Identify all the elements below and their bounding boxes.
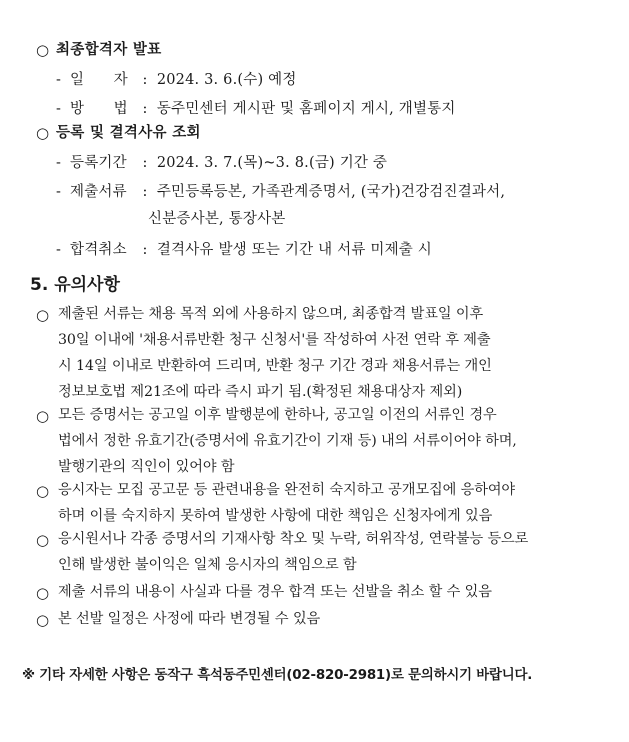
date-label: 일 자 xyxy=(70,72,128,88)
note-line: 모든 증명서는 공고일 이후 발행분에 한하나, 공고일 이전의 서류인 경우 xyxy=(58,407,497,423)
section-title: 5. 유의사항 xyxy=(30,275,120,295)
cancel-label: 합격취소 xyxy=(70,242,127,258)
colon: : xyxy=(142,242,148,258)
announcement-method-row xyxy=(70,99,456,119)
note-item xyxy=(58,301,492,405)
registration-cancel-row xyxy=(70,240,432,260)
bullet-circle: ○ xyxy=(36,41,50,59)
note-line: 발행기관의 직인이 있어야 함 xyxy=(58,459,235,475)
colon: : xyxy=(142,101,148,117)
date-value: 2024. 3. 6.(수) 예정 xyxy=(156,72,297,88)
colon: : xyxy=(142,184,148,200)
bullet-circle: ○ xyxy=(36,407,50,425)
colon: : xyxy=(142,72,148,88)
note-item xyxy=(58,477,515,529)
registration-period-row xyxy=(70,153,387,173)
bullet-circle: ○ xyxy=(36,584,50,602)
dash-marker: - xyxy=(56,184,61,200)
note-item xyxy=(58,606,320,632)
method-label: 방 법 xyxy=(70,101,128,117)
announcement-heading: 최종합격자 발표 xyxy=(56,42,162,58)
dash-marker: - xyxy=(56,242,61,258)
dash-marker: - xyxy=(56,155,61,171)
bullet-circle: ○ xyxy=(36,531,50,549)
bullet-circle: ○ xyxy=(36,611,50,629)
note-item xyxy=(58,579,492,605)
note-line: 본 선발 일정은 사정에 따라 변경될 수 있음 xyxy=(58,611,321,627)
note-line: 인해 발생한 불이익은 일체 응시자의 책임으로 함 xyxy=(58,557,357,573)
dash-marker: - xyxy=(56,101,61,117)
period-value: 2024. 3. 7.(목)~3. 8.(금) 기간 중 xyxy=(156,155,388,171)
dash-marker: - xyxy=(56,72,61,88)
registration-heading: 등록 및 결격사유 조회 xyxy=(56,125,201,141)
note-item xyxy=(58,526,528,578)
contact-footer-note: ※ 기타 자세한 사항은 동작구 흑석동주민센터(02-820-2981)로 문의하시기 바랍니다. xyxy=(22,668,533,683)
note-line: 법에서 정한 유효기간(증명서에 유효기간이 기재 등) 내의 서류이어야 하며, xyxy=(58,433,517,449)
bullet-circle: ○ xyxy=(36,482,50,500)
note-line: 시 14일 이내로 반환하여 드리며, 반환 청구 기간 경과 채용서류는 개인 xyxy=(58,358,492,374)
note-line: 응시원서나 각종 증명서의 기재사항 착오 및 누락, 허위작성, 연락불능 등으로 xyxy=(58,531,529,547)
cancel-value: 결격사유 발생 또는 기간 내 서류 미제출 시 xyxy=(156,242,432,258)
note-line: 30일 이내에 '채용서류반환 청구 신청서'를 작성하여 사전 연락 후 제출 xyxy=(58,332,491,348)
colon: : xyxy=(142,155,148,171)
docs-label: 제출서류 xyxy=(70,184,127,200)
method-value: 동주민센터 게시판 및 홈페이지 게시, 개별통지 xyxy=(156,101,456,117)
docs-value-line1: 주민등록등본, 가족관계증명서, (국가)건강검진결과서, xyxy=(156,184,506,200)
period-label: 등록기간 xyxy=(70,155,127,171)
registration-docs-row xyxy=(70,182,505,202)
bullet-circle: ○ xyxy=(36,306,50,324)
note-line: 제출 서류의 내용이 사실과 다를 경우 합격 또는 선발을 취소 할 수 있음 xyxy=(58,584,492,600)
bullet-circle: ○ xyxy=(36,124,50,142)
announcement-date-row xyxy=(70,70,297,90)
note-line: 정보보호법 제21조에 따라 즉시 파기 됨.(확정된 채용대상자 제외) xyxy=(58,384,463,400)
note-line: 하며 이를 숙지하지 못하여 발생한 사항에 대한 책임은 신청자에게 있음 xyxy=(58,508,493,524)
note-line: 제출된 서류는 채용 목적 외에 사용하지 않으며, 최종합격 발표일 이후 xyxy=(58,306,484,322)
note-line: 응시자는 모집 공고문 등 관련내용을 완전히 숙지하고 공개모집에 응하여야 xyxy=(58,482,516,498)
note-item xyxy=(58,402,517,480)
docs-value-line2: 신분증사본, 통장사본 xyxy=(148,211,286,227)
